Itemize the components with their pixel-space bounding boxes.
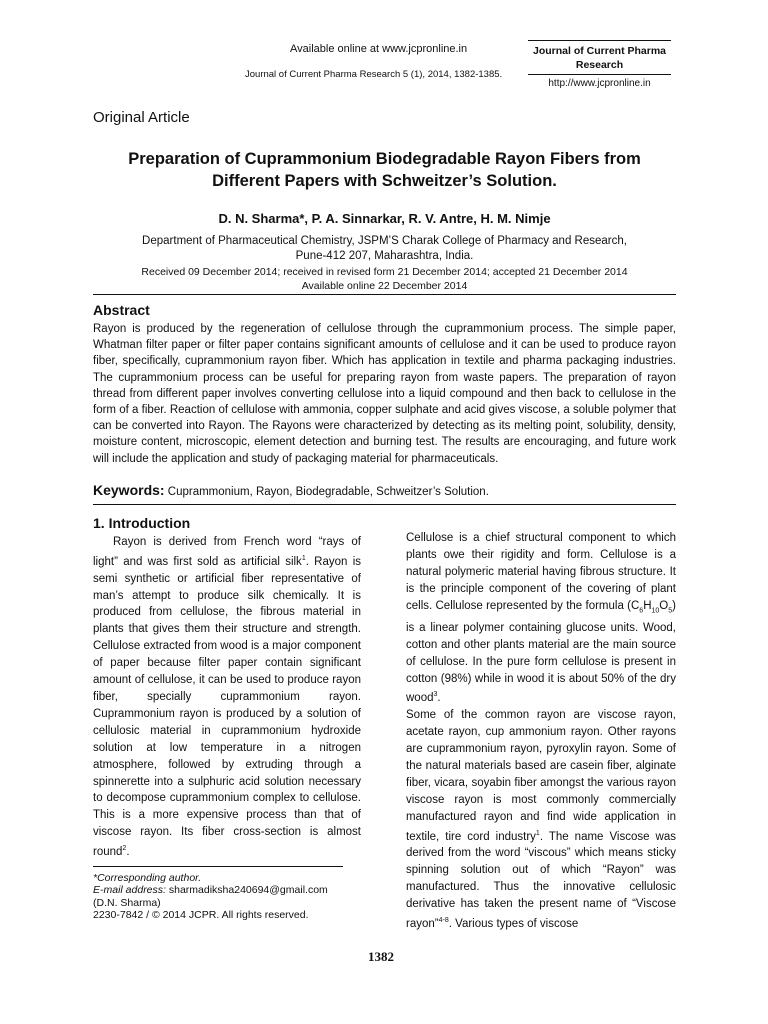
email-link[interactable]: sharmadiksha240694@gmail.com <box>168 884 328 897</box>
email-line: E-mail address: sharmadiksha240694@gmail.com <box>93 884 328 897</box>
keywords-line <box>93 482 676 498</box>
footnote <box>93 872 328 921</box>
journal-badge <box>528 40 671 89</box>
intro-right-column <box>406 530 676 933</box>
author-name: (D.N. Sharma) <box>93 896 161 909</box>
page-number: 1382 <box>368 949 394 964</box>
article-title: Preparation of Cuprammonium Biodegradable Rayon Fibers from Different Papers with Schweitzer’s Solution. <box>128 150 641 190</box>
divider <box>93 504 676 505</box>
section-heading-introduction: 1. Introduction <box>93 515 191 531</box>
footnote-divider <box>93 866 343 867</box>
divider <box>93 294 676 295</box>
article-type: Original Article <box>93 109 190 126</box>
abstract-text: Rayon is produced by the regeneration of cellulose through the cuprammonium process. The simple paper, Whatman filter paper or filter paper contains significant amounts of cellulose and it can be used to produce rayon fiber, specifically, cuprammonium rayon fiber. Which has application in textile and pharma packaging industries. The cuprammonium process can be useful for preparing rayon from waste papers. The preparation of rayon thread from different paper involves converting cellulose into a liquid compound and then back to cellulose in the form of a fiber. Reaction of cellulose with ammonia, copper sulphate and acid gives viscose, a soluble polymer that can be converted into Rayon. The Rayons were characterized by detecting as its melting point, solubility, density, moisture content, microscopic, element detection and burning test. The results are encouraging, and future work will include the application and study of packaging material for pharmaceuticals. <box>93 323 676 465</box>
corresponding-author-label: *Corresponding author. <box>93 872 202 884</box>
abstract-heading: Abstract <box>93 302 150 318</box>
copyright-notice: 2230-7842 / © 2014 JCPR. All rights reserved. <box>93 908 309 921</box>
available-online-note: Available online at www.jcpronline.in <box>290 43 468 55</box>
paragraph: Some of the common rayon are viscose rayon, acetate rayon, cup ammonium rayon. Other rayons are cuprammonium rayon, pyroxylin rayon. Some of the natural materials based are casein fiber, alginate fiber, vicara, soyabin fiber amongst the various rayon viscose rayon is most commonly commercially manufactured rayon and find wide application in textile, tire cord industry$^1$. The name Viscose was derived from the word “viscous” which means sticky spinning solution out of which “Rayon” was manufactured. Thus the innovative cellulosic derivative has taken the present name of “Viscose rayon”$^{4-8}$. Various types of viscose <box>406 709 676 930</box>
affiliation: Department of Pharmaceutical Chemistry, JSPM’S Charak College of Pharmacy and Research, Pune-412 207, Maharashtra, India. <box>142 235 627 262</box>
journal-badge-title: Journal of Current Pharma Research <box>532 45 667 71</box>
keywords-label: Keywords: <box>93 482 165 498</box>
author-list: D. N. Sharma*, P. A. Sinnarkar, R. V. Antre, H. M. Nimje <box>218 211 551 226</box>
intro-left-column: Rayon is derived from French word “rays of light” and was first sold as artificial silk$^1$. Rayon is semi synthetic or artificial fiber representative of man’s attempt to produce silk chemically. It is produced from cellulose, the fibrous material in plants that gives them their structure and strength. Cellulose extracted from wood is a major component of paper because filter paper contain significant amount of cellulose, it can be used to produce rayon fiber, specially cuprammonium rayon. Cuprammonium rayon is produced by a solution of cellulosic material in cuprammonium hydroxide solution at low temperature in a nitrogen atmosphere, followed by extruding through a spinnerette into a sulphuric acid solution necessary to decompose cuprammonium complex to cellulose. This is a more expensive process than that of viscose rayon. Its fiber cross-section is almost round$^2$. <box>93 536 361 858</box>
paragraph: Cellulose is a chief structural component to which plants owe their rigidity and form. Cellulose is a natural polymeric material having fibrous structure. It is the principle component of the covering of plant cells. Cellulose represented by the formula $(C_6H_{10}O_5)$ is a linear polymer containing glucose units. Wood, cotton and other plants material are the main source of cellulose. In the pure form cellulose is present in cotton (98%) while in wood it is about 50% of the dry wood$^3$. <box>406 532 676 705</box>
keywords-list: Cuprammonium, Rayon, Biodegradable, Schweitzer’s Solution. <box>167 486 489 498</box>
article-dates: Received 09 December 2014; received in revised form 21 December 2014; accepted 21 December 2014 Available online 22 December 2014 <box>141 266 628 292</box>
journal-badge-url[interactable]: http://www.jcpronline.in <box>548 78 651 89</box>
journal-reference: Journal of Current Pharma Research 5 (1), 2014, 1382-1385. <box>245 69 503 80</box>
